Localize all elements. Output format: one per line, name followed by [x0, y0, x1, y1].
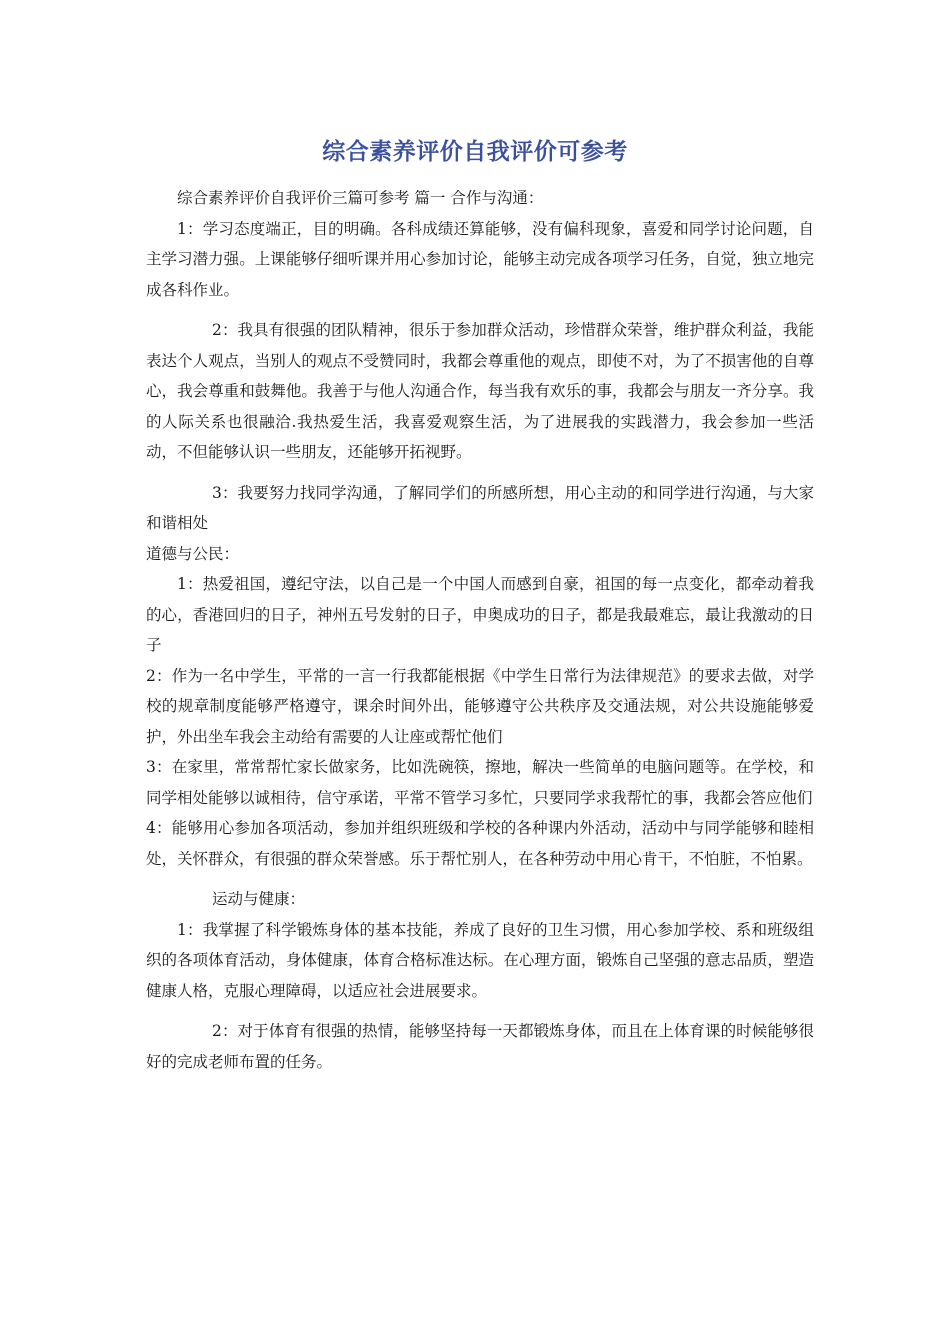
section-heading-health: 运动与健康： — [212, 890, 306, 908]
cooperation-item-3: 3：我要努力找同学沟通，了解同学们的所感所想，用心主动的和同学进行沟通，与大家和谐相处 — [146, 483, 814, 532]
page-title: 综合素养评价自我评价可参考 — [322, 139, 628, 165]
cooperation-item-1: 1：学习态度端正，目的明确。各科成绩还算能够，没有偏科现象，喜爱和同学讨论问题，自主学习潜力强。上课能够仔细听课并用心参加讨论，能够主动完成各项学习任务，自觉，独立地完成各科作业。 — [146, 219, 814, 299]
morality-item-2: 2：作为一名中学生，平常的一言一行我都能根据《中学生日常行为法律规范》的要求去做，对学校的规章制度能够严格遵守，课余时间外出，能够遵守公共秩序及交通法规，对公共设施能够爱护，外出坐车我会主动给有需要的人让座或帮忙他们 — [146, 666, 814, 746]
morality-item-4: 4：能够用心参加各项活动，参加并组织班级和学校的各种课内外活动，活动中与同学能够和睦相处，关怀群众，有很强的群众荣誉感。乐于帮忙别人，在各种劳动中用心肯干，不怕脏，不怕累。 — [146, 819, 814, 868]
document-body — [146, 183, 814, 1077]
cooperation-item-2: 2：我具有很强的团队精神，很乐于参加群众活动，珍惜群众荣誉，维护群众利益，我能表达个人观点，当别人的观点不受赞同时，我都会尊重他的观点，即使不对，为了不损害他的自尊心，我会尊重和鼓舞他。我善于与他人沟通合作，每当我有欢乐的事，我都会与朋友一齐分享。我的人际关系也很融洽.我热爱生活，我喜爱观察生活，为了进展我的实践潜力，我会参加一些活动，不但能够认识一些朋友，还能够开拓视野。 — [146, 321, 814, 461]
intro-paragraph: 综合素养评价自我评价三篇可参考 篇一 合作与沟通： — [177, 189, 544, 207]
morality-item-3: 3：在家里，常常帮忙家长做家务，比如洗碗筷，擦地，解决一些简单的电脑问题等。在学校，和同学相处能够以诚相待，信守承诺，平常不管学习多忙，只要同学求我帮忙的事，我都会答应他们 — [146, 758, 814, 807]
health-item-1: 1：我掌握了科学锻炼身体的基本技能，养成了良好的卫生习惯，用心参加学校、系和班级组织的各项体育活动，身体健康，体育合格标准达标。在心理方面，锻炼自己坚强的意志品质，塑造健康人格，克服心理障碍，以适应社会进展要求。 — [146, 920, 814, 1000]
section-heading-morality: 道德与公民： — [146, 544, 240, 563]
morality-item-1: 1：热爱祖国，遵纪守法，以自己是一个中国人而感到自豪，祖国的每一点变化，都牵动着我的心，香港回归的日子，神州五号发射的日子，申奥成功的日子，都是我最难忘，最让我激动的日子 — [146, 575, 814, 654]
health-item-2: 2：对于体育有很强的热情，能够坚持每一天都锻炼身体，而且在上体育课的时候能够很好的完成老师布置的任务。 — [146, 1022, 814, 1071]
